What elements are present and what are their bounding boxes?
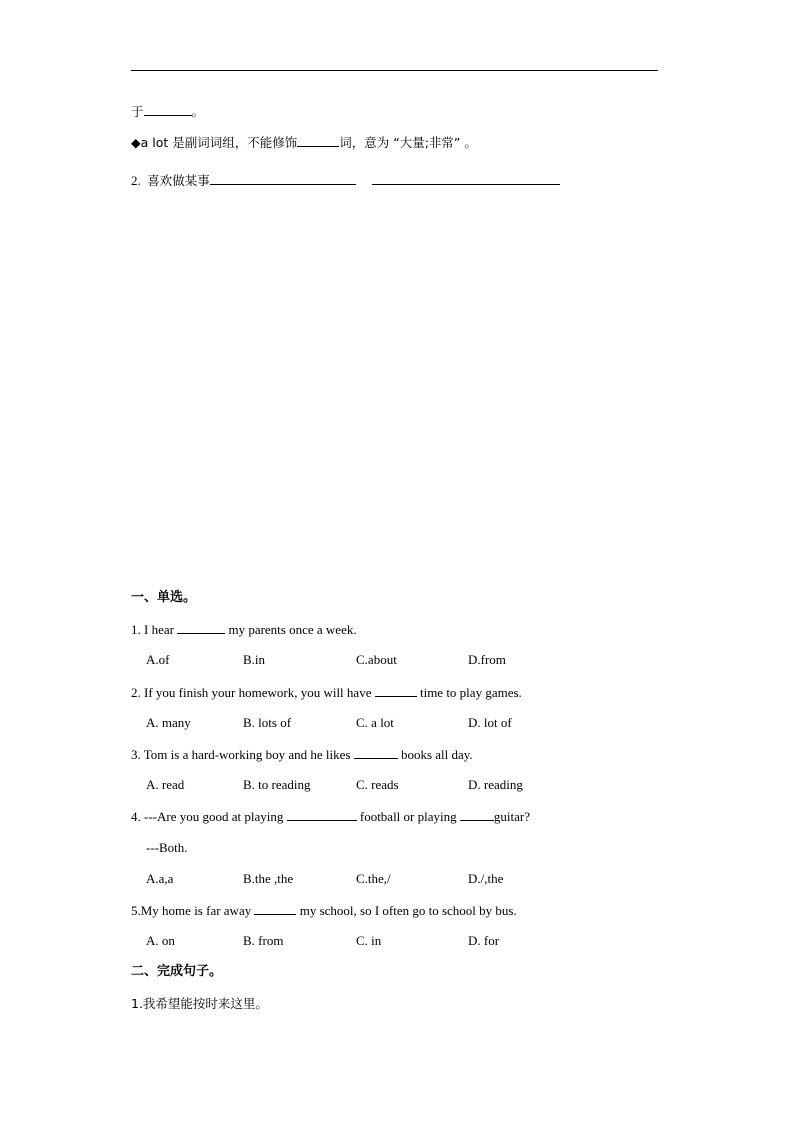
fragment-line-3: [131, 172, 560, 189]
answer-blank[interactable]: [375, 684, 417, 697]
question-2: [131, 684, 522, 701]
option-c[interactable]: C. reads: [356, 777, 399, 792]
option-c[interactable]: C. a lot: [356, 715, 394, 730]
option-d[interactable]: D. lot of: [468, 715, 512, 730]
option-d[interactable]: D. reading: [468, 777, 523, 792]
section-title-single-choice: 一、单选。: [131, 590, 197, 605]
answer-blank[interactable]: [287, 808, 357, 821]
option-a[interactable]: A. on: [146, 933, 175, 948]
answer-blank[interactable]: [254, 902, 296, 915]
option-a[interactable]: A.a,a: [146, 871, 174, 886]
question-1: [131, 621, 357, 638]
question-text: 5.My home is far away: [131, 903, 255, 918]
option-a[interactable]: A. read: [146, 777, 185, 792]
text: 于: [131, 104, 144, 119]
option-d[interactable]: D. for: [468, 933, 500, 948]
answer-blank[interactable]: [372, 172, 560, 185]
header-rule: [131, 70, 658, 71]
question-text: football or playing: [356, 809, 460, 824]
option-b[interactable]: B.in: [243, 652, 266, 667]
question-text: 1. I hear: [131, 622, 178, 637]
text: ◆a lot 是副词词组，不能修饰: [131, 135, 298, 150]
question-text: my parents once a week.: [225, 622, 357, 637]
question-text: books all day.: [397, 747, 473, 762]
answer-blank[interactable]: [297, 134, 339, 147]
option-c[interactable]: C. in: [356, 933, 382, 948]
option-b[interactable]: B.the ,the: [243, 871, 294, 886]
option-b[interactable]: B. to reading: [243, 777, 311, 792]
section-title-complete-sentences: 二、完成句子。: [131, 964, 223, 979]
answer-blank[interactable]: [354, 746, 398, 759]
option-d[interactable]: D.from: [468, 652, 506, 667]
option-a[interactable]: A. many: [146, 715, 191, 730]
option-c[interactable]: C.about: [356, 652, 397, 667]
question-text: my school, so I often go to school by bus.: [296, 903, 517, 918]
answer-blank[interactable]: [177, 621, 225, 634]
question-5: [131, 902, 517, 919]
answer-blank[interactable]: [460, 808, 494, 821]
fragment-line-1: [131, 103, 204, 120]
question-text: 4. ---Are you good at playing: [131, 809, 287, 824]
question-text: 2. If you finish your homework, you will have: [131, 685, 375, 700]
section-2-question-1: 1.我希望能按时来这里。: [131, 996, 268, 1011]
option-b[interactable]: B. from: [243, 933, 284, 948]
item-number: 2.: [131, 173, 141, 188]
answer-blank[interactable]: [210, 172, 356, 185]
text: 喜欢做某事: [147, 173, 210, 188]
text: 。: [191, 104, 205, 119]
option-a[interactable]: A.of: [146, 652, 170, 667]
question-text: 3. Tom is a hard-working boy and he likes: [131, 747, 354, 762]
question-4: [131, 808, 530, 825]
option-c[interactable]: C.the,/: [356, 871, 391, 886]
question-text: time to play games.: [416, 685, 522, 700]
question-4-reply: ---Both.: [146, 840, 188, 855]
fragment-line-2: [131, 134, 477, 151]
question-3: [131, 746, 473, 763]
text: 词，意为 “大量;非常” 。: [339, 135, 477, 150]
option-d[interactable]: D./,the: [468, 871, 504, 886]
option-b[interactable]: B. lots of: [243, 715, 292, 730]
question-text: guitar?: [493, 809, 530, 824]
answer-blank[interactable]: [144, 103, 192, 116]
